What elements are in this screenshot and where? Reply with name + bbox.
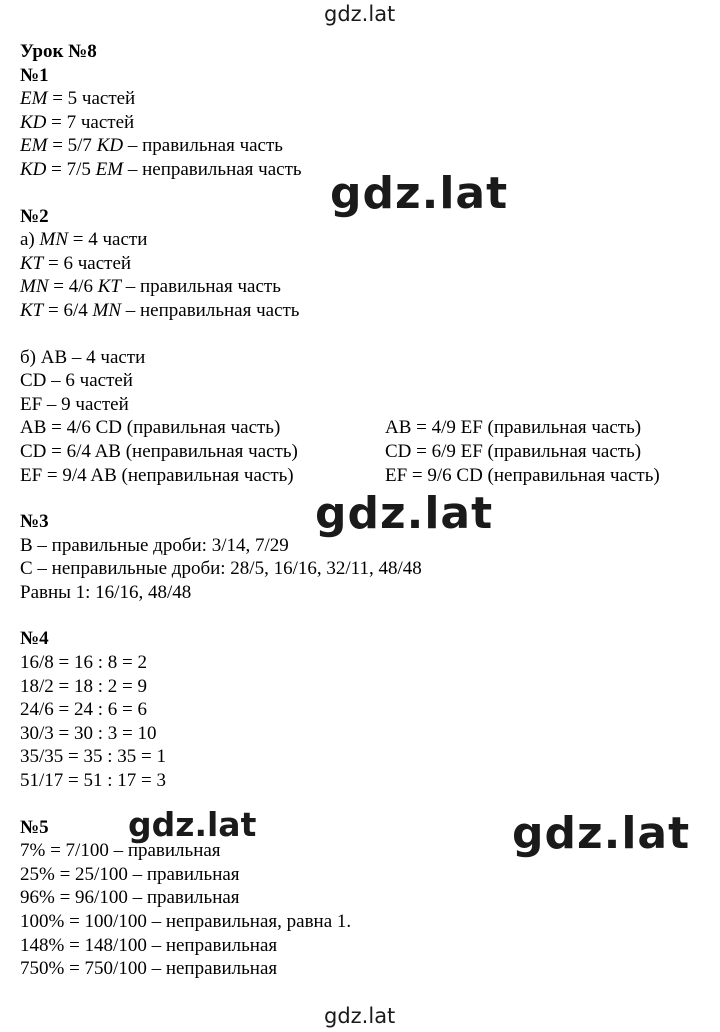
task2b-pair-right: AB = 4/9 EF (правильная часть): [385, 417, 642, 439]
task4-line: 30/3 = 30 : 3 = 10: [20, 722, 157, 744]
task2b-pair-left: AB = 4/6 CD (правильная часть): [20, 417, 281, 439]
task2b-pair-right: EF = 9/6 CD (неправильная часть): [385, 464, 660, 486]
task3-line: C – неправильные дроби: 28/5, 16/16, 32/11, 48/48: [20, 558, 422, 580]
task2b-pair-left: CD = 6/4 AB (неправильная часть): [20, 440, 298, 462]
task5-line: 100% = 100/100 – неправильная, равна 1.: [20, 911, 352, 932]
task5-line: 25% = 25/100 – правильная: [20, 863, 240, 885]
task1-line: KD = 7 частей: [20, 111, 135, 133]
task4-line: 18/2 = 18 : 2 = 9: [20, 675, 147, 697]
task3-line: Равны 1: 16/16, 48/48: [20, 581, 192, 603]
watermark-1: gdz.lat: [330, 168, 509, 219]
task2a-line: MN = 4/6 KT – правильная часть: [20, 276, 281, 298]
task2b-pair-row: [20, 464, 710, 488]
task1-title: №1: [20, 64, 49, 86]
task1-line: KD = 7/5 EM – неправильная часть: [20, 158, 302, 180]
task2b-line: EF – 9 частей: [20, 393, 129, 415]
task5-line: 148% = 148/100 – неправильная: [20, 934, 278, 956]
watermark-bottom: gdz.lat: [324, 1004, 396, 1028]
task2b-line: CD – 6 частей: [20, 370, 133, 392]
task2a-line: KT = 6 частей: [20, 252, 132, 274]
task2b-pair-left: EF = 9/4 AB (неправильная часть): [20, 464, 294, 486]
task4-line: 16/8 = 16 : 8 = 2: [20, 652, 147, 674]
task3-title: №3: [20, 511, 49, 533]
task5-line: 96% = 96/100 – правильная: [20, 887, 240, 909]
lesson-title: Урок №8: [20, 41, 97, 62]
task4-line: 35/35 = 35 : 35 = 1: [20, 746, 166, 768]
task2b-pair-right: CD = 6/9 EF (правильная часть): [385, 440, 642, 462]
task2a-line: а) MN = 4 части: [20, 229, 148, 251]
task2b-line: б) AB – 4 части: [20, 346, 146, 368]
watermark-4: gdz.lat: [512, 808, 691, 859]
task4-line: 24/6 = 24 : 6 = 6: [20, 699, 147, 721]
task5-title: №5: [20, 816, 49, 838]
task4-title: №4: [20, 628, 49, 650]
task3-line: B – правильные дроби: 3/14, 7/29: [20, 534, 289, 556]
watermark-top: gdz.lat: [324, 2, 396, 26]
task2b-pair-row: [20, 440, 710, 464]
watermark-3: gdz.lat: [128, 805, 257, 844]
task2a-line: KT = 6/4 MN – неправильная часть: [20, 299, 300, 321]
watermark-2: gdz.lat: [315, 488, 494, 539]
task2b-pair-row: [20, 416, 710, 440]
task4-line: 51/17 = 51 : 17 = 3: [20, 770, 166, 792]
solution-content: [20, 40, 710, 981]
task5-line: 7% = 7/100 – правильная: [20, 840, 221, 862]
task1-line: EM = 5 частей: [20, 88, 136, 110]
task1-line: EM = 5/7 KD – правильная часть: [20, 135, 283, 157]
task5-line: 750% = 750/100 – неправильная: [20, 958, 278, 980]
task2-title: №2: [20, 205, 49, 227]
